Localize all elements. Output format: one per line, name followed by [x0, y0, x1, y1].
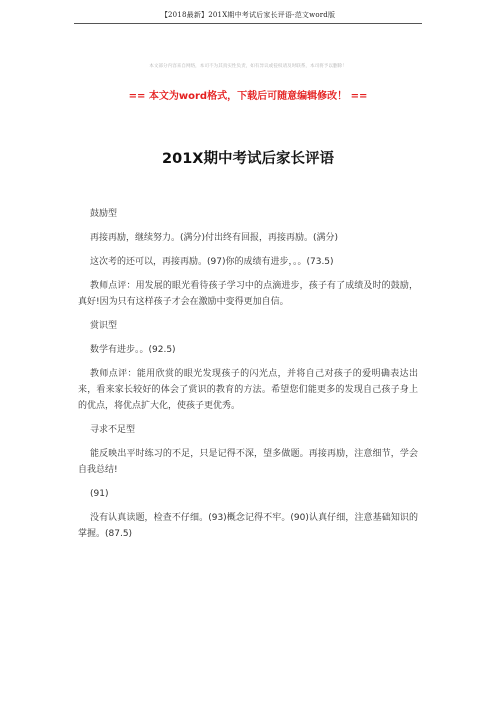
teacher-comment: 教师点评：能用欣赏的眼光发现孩子的闪光点，并将自己对孩子的爱明确表达出来，看来家长较好的体会了赏识的教育的方法。希望您们能更多的发现自己孩子身上的优点，将优点扩大化，使孩子更优秀。	[78, 369, 418, 411]
section-heading-encourage: 鼓励型	[90, 209, 118, 219]
section-heading-shortcomings: 寻求不足型	[90, 425, 136, 435]
disclaimer-text: 本文部分内容来自网络，本司不为其真实性负责，如有异议或侵权请及时联系，本司将予以删除！	[149, 64, 347, 69]
paragraph: 数学有进步。。(92.5)	[90, 345, 176, 355]
paragraph: 能反映出平时练习的不足，只是记得不深，望多做题。再接再励，注意细节，学会自我总结!	[78, 449, 418, 475]
header-divider	[74, 23, 422, 24]
word-format-banner: == 本文为word格式，下载后可随意编辑修改！ ==	[128, 91, 368, 102]
teacher-comment: 教师点评：用发展的眼光看待孩子学习中的点滴进步，孩子有了成绩及时的鼓励，真好!因为只有这样孩子才会在激励中变得更加自信。	[78, 281, 418, 307]
document-title: 201X期中考试后家长评语	[162, 151, 334, 167]
document-header: 【2018最新】201X期中考试后家长评语-范文word版	[160, 11, 336, 19]
document-body	[78, 206, 418, 550]
section-heading-appreciate: 赏识型	[90, 321, 118, 331]
paragraph: (91)	[90, 489, 109, 499]
paragraph: 再接再励，继续努力。(满分)付出终有回报，再接再励。(满分)	[90, 233, 339, 243]
paragraph: 没有认真读题，检查不仔细。(93)概念记得不牢。(90)认真仔细，注意基础知识的掌握。(87.5)	[78, 513, 418, 539]
paragraph: 这次考的还可以，再接再励。(97)你的成绩有进步，。。(73.5)	[90, 257, 334, 267]
